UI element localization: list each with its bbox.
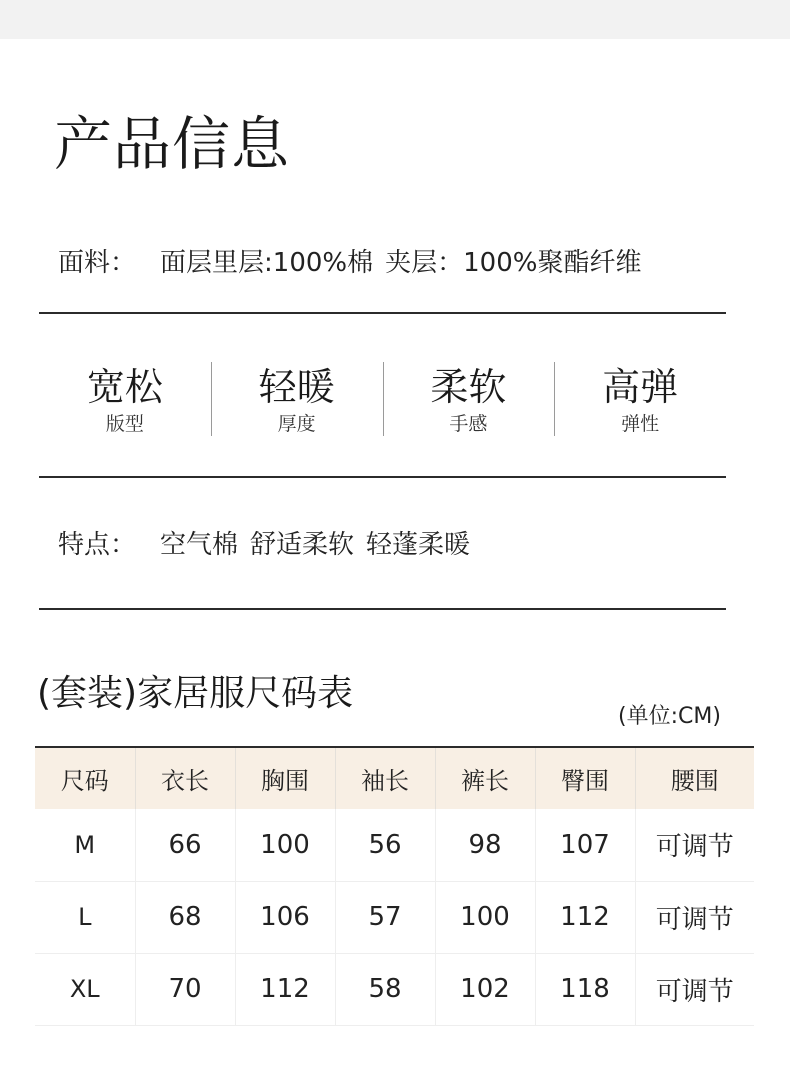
attribute-feel [383,358,555,438]
column-header: 衣长 [135,747,235,809]
table-row [35,953,754,1025]
attribute-value: 宽松 [86,365,163,409]
divider-line [39,476,726,478]
column-header: 臀围 [535,747,635,809]
size-chart-title: (套装)家居服尺码表 [37,673,354,714]
table-cell: XL [35,953,135,1025]
column-header: 胸围 [235,747,335,809]
column-header: 尺码 [35,747,135,809]
attribute-value: 柔软 [430,365,507,409]
table-cell: 57 [335,881,435,953]
attribute-fit [39,358,211,438]
table-cell: L [35,881,135,953]
attribute-thickness [211,358,383,438]
size-chart-table [35,746,754,1026]
column-header: 腰围 [670,767,719,795]
attribute-label: 厚度 [277,413,316,435]
column-header: 裤长 [435,747,535,809]
feature-item: 舒适柔软 [250,530,355,560]
table-cell: 112 [235,953,335,1025]
table-cell: 58 [335,953,435,1025]
table-cell: 107 [535,809,635,881]
table-cell: 可调节 [655,832,734,863]
size-chart-unit: (单位:CM) [618,704,721,729]
table-cell: 98 [435,809,535,881]
table-cell: 70 [135,953,235,1025]
page-title: 产品信息 [54,110,291,178]
table-cell: M [35,809,135,881]
table-header-row [35,747,754,809]
fabric-row [58,246,641,280]
table-row [35,881,754,953]
fabric-label: 面料： [58,248,137,278]
table-cell: 可调节 [655,904,734,935]
top-strip [0,0,790,39]
feature-item: 轻蓬柔暖 [366,530,471,560]
table-cell: 112 [535,881,635,953]
table-cell: 106 [235,881,335,953]
table-cell: 118 [535,953,635,1025]
features-label: 特点： [58,530,137,560]
attribute-panel [39,358,726,438]
attribute-value: 轻暖 [258,365,335,409]
table-cell: 66 [135,809,235,881]
column-header: 袖长 [335,747,435,809]
attribute-value: 高弹 [602,365,679,409]
table-cell: 56 [335,809,435,881]
fabric-value-shell: 面层里层:100%棉 [160,248,374,278]
attribute-elasticity [554,358,726,438]
table-row [35,809,754,881]
attribute-label: 版型 [105,413,144,435]
attribute-label: 弹性 [621,413,660,435]
features-row [58,528,470,562]
table-cell: 可调节 [655,976,734,1007]
table-cell: 100 [235,809,335,881]
table-cell: 100 [435,881,535,953]
feature-item: 空气棉 [160,530,239,560]
table-cell: 68 [135,881,235,953]
attribute-label: 手感 [449,413,488,435]
table-cell: 102 [435,953,535,1025]
divider-line [39,608,726,610]
divider-line [39,312,726,314]
fabric-value-filling: 夹层：100%聚酯纤维 [385,248,642,278]
